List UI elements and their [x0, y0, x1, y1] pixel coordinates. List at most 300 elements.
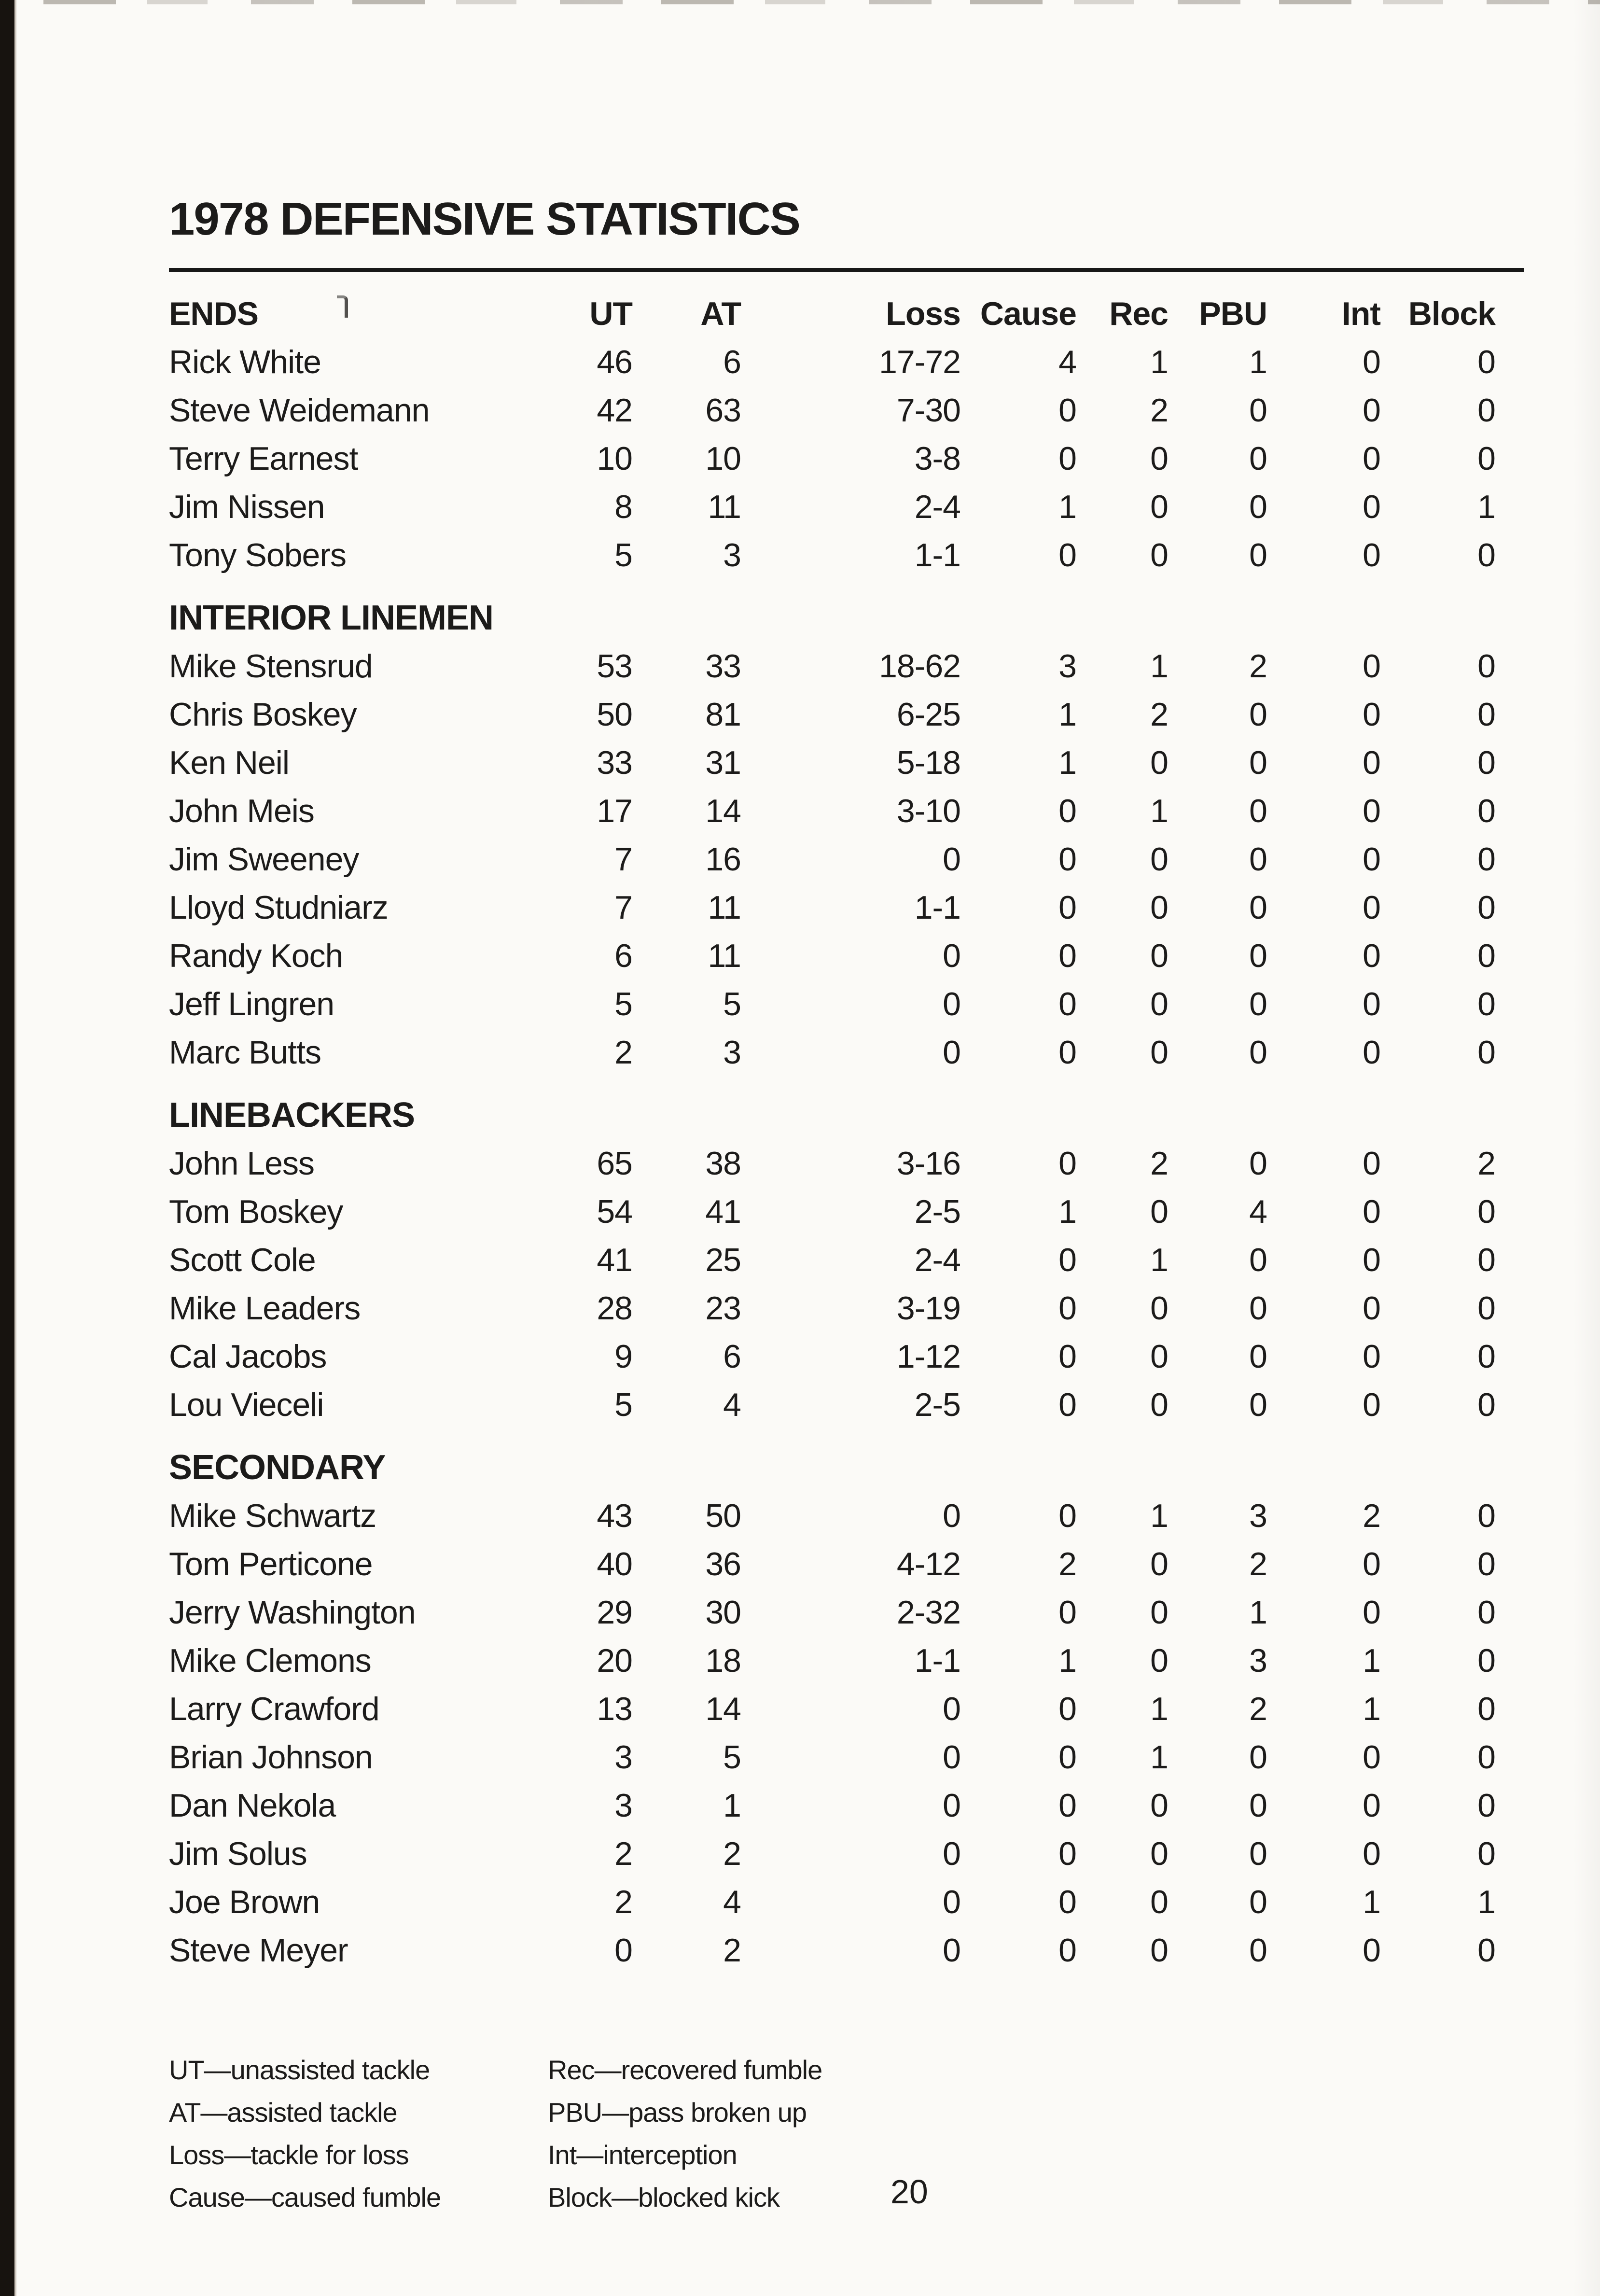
stat-cell: 0 [1477, 648, 1495, 685]
stat-cell: 2-5 [914, 1193, 960, 1230]
stat-cell: 17-72 [879, 344, 960, 380]
player-row [169, 1139, 1495, 1188]
stat-cell: 0 [1249, 537, 1267, 574]
stat-cell: 0 [1477, 1193, 1495, 1230]
stat-cell: 1 [1477, 1884, 1495, 1920]
stat-cell: 0 [1150, 889, 1168, 926]
player-row [169, 531, 1495, 579]
stat-cell: 0 [1249, 889, 1267, 926]
stat-cell: 0 [1477, 938, 1495, 974]
stat-cell: 0 [1477, 841, 1495, 878]
stat-cell: 17 [597, 793, 632, 829]
stat-cell: 20 [597, 1642, 632, 1679]
stat-cell: 0 [1150, 489, 1168, 525]
stat-cell: 1 [1363, 1691, 1380, 1727]
stat-cell: 1-1 [914, 889, 960, 926]
stat-cell: 0 [1363, 841, 1380, 878]
legend [169, 2049, 822, 2219]
stat-cell: 30 [705, 1594, 741, 1631]
stat-cell: 0 [1363, 537, 1380, 574]
stat-cell: 4 [723, 1386, 741, 1423]
stat-cell: 0 [1363, 440, 1380, 477]
stat-cell: 0 [943, 1932, 960, 1969]
stat-cell: 33 [705, 648, 741, 685]
stat-cell: 16 [705, 841, 741, 878]
stat-cell: 0 [614, 1932, 632, 1969]
legend-item: UT—unassisted tackle [169, 2055, 430, 2085]
stat-cell: 0 [1249, 1787, 1267, 1824]
player-row [169, 1781, 1495, 1830]
stat-cell: 0 [1058, 1145, 1076, 1182]
stat-cell: 0 [1363, 1386, 1380, 1423]
player-row [169, 483, 1495, 531]
stat-cell: 0 [1249, 938, 1267, 974]
stat-cell: 0 [1058, 1739, 1076, 1776]
player-name: Jim Sweeney [169, 841, 359, 878]
stat-cell: 2 [723, 1835, 741, 1872]
stat-cell: 0 [1150, 1642, 1168, 1679]
horizontal-rule [169, 268, 1524, 272]
stat-cell: 0 [1249, 1884, 1267, 1920]
column-header: UT [589, 295, 632, 332]
stat-cell: 54 [597, 1193, 632, 1230]
stat-cell: 0 [1363, 889, 1380, 926]
stat-cell: 0 [1249, 1242, 1267, 1278]
stat-cell: 0 [1363, 744, 1380, 781]
stat-cell: 2 [1249, 1691, 1267, 1727]
stat-cell: 2 [1249, 1546, 1267, 1582]
stat-cell: 0 [1477, 1787, 1495, 1824]
stat-cell: 0 [1363, 1594, 1380, 1631]
player-name: Mike Clemons [169, 1642, 371, 1679]
stat-cell: 1 [1363, 1642, 1380, 1679]
stat-cell: 2 [1058, 1546, 1076, 1582]
stat-cell: 2 [1249, 648, 1267, 685]
stat-cell: 0 [1363, 1193, 1380, 1230]
stat-cell: 81 [705, 696, 741, 733]
legend-item: Loss—tackle for loss [169, 2140, 409, 2170]
stat-cell: 0 [943, 1691, 960, 1727]
player-name: Jeff Lingren [169, 986, 334, 1022]
stat-cell: 1 [1058, 1193, 1076, 1230]
stat-cell: 3 [1058, 648, 1076, 685]
player-row [169, 1878, 1495, 1926]
stat-cell: 6 [723, 344, 741, 380]
stat-cell: 0 [1058, 1787, 1076, 1824]
stat-cell: 65 [597, 1145, 632, 1182]
stat-cell: 23 [705, 1290, 741, 1327]
player-name: Marc Butts [169, 1034, 321, 1071]
player-row [169, 338, 1495, 386]
stat-cell: 0 [1058, 1835, 1076, 1872]
stat-cell: 5 [614, 537, 632, 574]
scan-right-shade [1573, 0, 1600, 2296]
stat-cell: 0 [1150, 1546, 1168, 1582]
stat-cell: 0 [1249, 744, 1267, 781]
scan-top-artifact [43, 0, 1600, 4]
stat-cell: 2-5 [914, 1386, 960, 1423]
stat-cell: 1 [1058, 1642, 1076, 1679]
stat-cell: 63 [705, 392, 741, 429]
stat-cell: 0 [1058, 793, 1076, 829]
stat-cell: 7-30 [896, 392, 960, 429]
stat-cell: 0 [943, 1739, 960, 1776]
legend-item: Cause—caused fumble [169, 2182, 441, 2212]
stat-cell: 0 [1249, 841, 1267, 878]
player-row [169, 1284, 1495, 1332]
stat-cell: 0 [1477, 344, 1495, 380]
stat-cell: 0 [943, 1835, 960, 1872]
stat-cell: 0 [1150, 744, 1168, 781]
player-row [169, 1028, 1495, 1077]
stat-cell: 0 [1363, 793, 1380, 829]
player-row [169, 1188, 1495, 1236]
legend-item: Block—blocked kick [548, 2182, 779, 2212]
stat-cell: 1-12 [896, 1338, 960, 1375]
stat-cell: 4 [723, 1884, 741, 1920]
scan-edge-strip [0, 0, 16, 2296]
player-name: Steve Weidemann [169, 392, 430, 429]
stat-cell: 0 [1249, 440, 1267, 477]
player-name: Cal Jacobs [169, 1338, 327, 1375]
stat-cell: 18-62 [879, 648, 960, 685]
stat-cell: 33 [597, 744, 632, 781]
stat-cell: 1 [1150, 1498, 1168, 1534]
stat-cell: 0 [1150, 986, 1168, 1022]
stat-cell: 3-10 [896, 793, 960, 829]
stat-cell: 7 [614, 889, 632, 926]
player-row [169, 690, 1495, 739]
stat-cell: 18 [705, 1642, 741, 1679]
page-number: 20 [890, 2173, 928, 2211]
player-row [169, 1685, 1495, 1733]
player-row [169, 787, 1495, 835]
player-name: Lloyd Studniarz [169, 889, 388, 926]
player-name: Jim Solus [169, 1835, 307, 1872]
stat-cell: 6-25 [896, 696, 960, 733]
player-name: John Less [169, 1145, 314, 1182]
stat-cell: 4 [1058, 344, 1076, 380]
stat-cell: 0 [1363, 938, 1380, 974]
stat-cell: 0 [1150, 1594, 1168, 1631]
stat-cell: 11 [708, 889, 741, 926]
player-name: Lou Vieceli [169, 1386, 324, 1423]
stat-cell: 0 [1477, 889, 1495, 926]
stat-cell: 14 [705, 793, 741, 829]
stat-cell: 2 [614, 1884, 632, 1920]
player-name: Mike Schwartz [169, 1498, 376, 1534]
player-row [169, 1492, 1495, 1540]
stat-cell: 0 [943, 986, 960, 1022]
stat-cell: 0 [1058, 1386, 1076, 1423]
player-name: Jerry Washington [169, 1594, 416, 1631]
stat-cell: 1-1 [914, 1642, 960, 1679]
stat-cell: 0 [1363, 986, 1380, 1022]
stat-cell: 0 [943, 1034, 960, 1071]
stat-cell: 2 [1477, 1145, 1495, 1182]
stat-cell: 0 [1477, 1932, 1495, 1969]
stat-cell: 2 [723, 1932, 741, 1969]
stat-cell: 0 [1477, 1546, 1495, 1582]
stat-cell: 0 [1363, 1787, 1380, 1824]
player-name: Steve Meyer [169, 1932, 348, 1969]
stat-cell: 0 [1058, 440, 1076, 477]
stat-cell: 0 [1058, 889, 1076, 926]
stat-cell: 4-12 [896, 1546, 960, 1582]
stat-cell: 0 [1249, 986, 1267, 1022]
stat-cell: 7 [614, 841, 632, 878]
stat-cell: 0 [1058, 1594, 1076, 1631]
stat-cell: 0 [1363, 696, 1380, 733]
stat-cell: 0 [943, 938, 960, 974]
stat-cell: 3-19 [896, 1290, 960, 1327]
stat-cell: 5-18 [896, 744, 960, 781]
column-header: PBU [1199, 295, 1267, 332]
stat-cell: 38 [705, 1145, 741, 1182]
stat-cell: 1-1 [914, 537, 960, 574]
stat-cell: 0 [1477, 744, 1495, 781]
stat-cell: 0 [1477, 986, 1495, 1022]
stat-cell: 11 [708, 938, 741, 974]
player-row [169, 1332, 1495, 1381]
stat-cell: 0 [1477, 1034, 1495, 1071]
stat-cell: 8 [614, 489, 632, 525]
stat-cell: 3-16 [896, 1145, 960, 1182]
legend-item: Int—interception [548, 2140, 737, 2170]
stat-cell: 0 [1150, 1932, 1168, 1969]
player-name: Tom Boskey [169, 1193, 343, 1230]
stat-cell: 40 [597, 1546, 632, 1582]
stat-cell: 0 [1058, 1932, 1076, 1969]
stat-cell: 3 [723, 1034, 741, 1071]
stat-cell: 0 [1477, 392, 1495, 429]
page-title: 1978 DEFENSIVE STATISTICS [169, 193, 800, 245]
stat-cell: 0 [1477, 696, 1495, 733]
player-row [169, 883, 1495, 932]
stat-cell: 2-4 [914, 1242, 960, 1278]
stat-cell: 0 [1058, 841, 1076, 878]
stat-cell: 2 [1363, 1498, 1380, 1534]
stat-cell: 0 [1477, 537, 1495, 574]
stat-cell: 6 [614, 938, 632, 974]
stat-cell: 0 [1249, 489, 1267, 525]
section-label: LINEBACKERS [169, 1096, 415, 1134]
stat-cell: 0 [1249, 1739, 1267, 1776]
stat-cell: 0 [943, 841, 960, 878]
stat-cell: 0 [1363, 1739, 1380, 1776]
stat-cell: 0 [1249, 392, 1267, 429]
stat-cell: 1 [1150, 1242, 1168, 1278]
section-label: ENDS [169, 295, 258, 332]
stat-cell: 1 [1150, 793, 1168, 829]
stat-cell: 1 [1150, 344, 1168, 380]
stat-cell: 50 [597, 696, 632, 733]
stat-cell: 6 [723, 1338, 741, 1375]
player-row [169, 932, 1495, 980]
stat-cell: 1 [1150, 1739, 1168, 1776]
stat-cell: 0 [1058, 392, 1076, 429]
stat-cell: 41 [705, 1193, 741, 1230]
stat-cell: 1 [1058, 696, 1076, 733]
stat-cell: 10 [597, 440, 632, 477]
player-row [169, 980, 1495, 1028]
stat-cell: 13 [597, 1691, 632, 1727]
stat-cell: 31 [705, 744, 741, 781]
player-name: Larry Crawford [169, 1691, 379, 1727]
stat-cell: 0 [1363, 1932, 1380, 1969]
player-name: Rick White [169, 344, 321, 380]
stat-cell: 46 [597, 344, 632, 380]
stat-cell: 0 [1363, 489, 1380, 525]
player-row [169, 1733, 1495, 1781]
stat-cell: 50 [705, 1498, 741, 1534]
stat-cell: 1 [1058, 744, 1076, 781]
stat-cell: 41 [597, 1242, 632, 1278]
player-name: John Meis [169, 793, 314, 829]
stat-cell: 0 [1150, 1386, 1168, 1423]
stat-cell: 2 [1150, 696, 1168, 733]
stat-cell: 0 [1150, 537, 1168, 574]
stat-cell: 0 [1249, 696, 1267, 733]
stat-cell: 0 [1058, 1691, 1076, 1727]
player-name: Jim Nissen [169, 489, 325, 525]
stat-cell: 0 [1150, 1290, 1168, 1327]
stat-cell: 5 [614, 986, 632, 1022]
stat-cell: 0 [1058, 1242, 1076, 1278]
stat-cell: 0 [1363, 392, 1380, 429]
player-row [169, 835, 1495, 883]
player-row [169, 1830, 1495, 1878]
column-header: AT [700, 295, 741, 332]
stat-cell: 1 [1477, 489, 1495, 525]
stat-cell: 0 [1477, 1498, 1495, 1534]
stat-cell: 36 [705, 1546, 741, 1582]
stat-cell: 0 [1477, 1691, 1495, 1727]
player-name: Mike Stensrud [169, 648, 373, 685]
stat-cell: 0 [1249, 1386, 1267, 1423]
column-header-row [169, 290, 1495, 338]
stat-cell: 0 [1477, 1338, 1495, 1375]
stat-cell: 2 [1150, 1145, 1168, 1182]
stat-cell: 0 [1249, 793, 1267, 829]
stats-table [169, 290, 1495, 1974]
player-name: Terry Earnest [169, 440, 358, 477]
column-header: Cause [980, 295, 1076, 332]
stat-cell: 0 [1058, 986, 1076, 1022]
stat-cell: 2 [1150, 392, 1168, 429]
stat-cell: 1 [1249, 1594, 1267, 1631]
stat-cell: 25 [705, 1242, 741, 1278]
stat-cell: 2-4 [914, 489, 960, 525]
player-row [169, 434, 1495, 483]
stat-cell: 3 [1249, 1642, 1267, 1679]
stat-cell: 5 [723, 986, 741, 1022]
stat-cell: 0 [1363, 1242, 1380, 1278]
stat-cell: 0 [1058, 938, 1076, 974]
stat-cell: 3 [614, 1787, 632, 1824]
legend-item: AT—assisted tackle [169, 2097, 397, 2128]
player-row [169, 1588, 1495, 1637]
stat-cell: 9 [614, 1338, 632, 1375]
stat-cell: 0 [1150, 1034, 1168, 1071]
stat-cell: 10 [705, 440, 741, 477]
player-name: Scott Cole [169, 1242, 316, 1278]
player-row [169, 1381, 1495, 1429]
player-name: Tony Sobers [169, 537, 346, 574]
stat-cell: 3 [1249, 1498, 1267, 1534]
stat-cell: 53 [597, 648, 632, 685]
stat-cell: 0 [943, 1884, 960, 1920]
stat-cell: 1 [1150, 648, 1168, 685]
stat-cell: 0 [1477, 1594, 1495, 1631]
stat-cell: 0 [1363, 1290, 1380, 1327]
column-header: Int [1341, 295, 1380, 332]
stat-cell: 0 [1058, 1338, 1076, 1375]
player-name: Tom Perticone [169, 1546, 373, 1582]
stat-cell: 0 [1477, 1242, 1495, 1278]
player-row [169, 739, 1495, 787]
stat-cell: 0 [1249, 1932, 1267, 1969]
section-label: SECONDARY [169, 1448, 386, 1487]
stat-cell: 0 [1058, 1034, 1076, 1071]
player-name: Brian Johnson [169, 1739, 373, 1776]
stat-cell: 3 [614, 1739, 632, 1776]
stat-cell: 0 [1363, 648, 1380, 685]
stat-cell: 0 [1477, 440, 1495, 477]
stat-cell: 1 [1058, 489, 1076, 525]
section-label: INTERIOR LINEMEN [169, 599, 494, 637]
stat-cell: 0 [1150, 1884, 1168, 1920]
stat-cell: 0 [1058, 537, 1076, 574]
legend-item: Rec—recovered fumble [548, 2055, 822, 2085]
column-header: Block [1408, 295, 1495, 332]
stat-cell: 5 [723, 1739, 741, 1776]
stat-cell: 29 [597, 1594, 632, 1631]
column-header: Loss [886, 295, 960, 332]
player-name: Joe Brown [169, 1884, 320, 1920]
player-name: Dan Nekola [169, 1787, 336, 1824]
stat-cell: 0 [1150, 1193, 1168, 1230]
stat-cell: 0 [1363, 1835, 1380, 1872]
stat-cell: 0 [1150, 440, 1168, 477]
stat-cell: 2 [614, 1034, 632, 1071]
stat-cell: 0 [943, 1787, 960, 1824]
stat-cell: 5 [614, 1386, 632, 1423]
stat-cell: 0 [1150, 938, 1168, 974]
stat-cell: 43 [597, 1498, 632, 1534]
stat-cell: 0 [1363, 344, 1380, 380]
column-header: Rec [1109, 295, 1168, 332]
stat-cell: 42 [597, 392, 632, 429]
stat-cell: 0 [943, 1498, 960, 1534]
stat-cell: 0 [1058, 1290, 1076, 1327]
stat-cell: 0 [1363, 1338, 1380, 1375]
stat-cell: 0 [1249, 1145, 1267, 1182]
stat-cell: 1 [723, 1787, 741, 1824]
stat-cell: 0 [1477, 793, 1495, 829]
player-row [169, 386, 1495, 434]
stat-cell: 11 [708, 489, 741, 525]
stat-cell: 1 [1150, 1691, 1168, 1727]
stat-cell: 4 [1249, 1193, 1267, 1230]
stat-cell: 0 [1249, 1338, 1267, 1375]
player-name: Mike Leaders [169, 1290, 361, 1327]
stat-cell: 0 [1150, 841, 1168, 878]
player-name: Chris Boskey [169, 696, 357, 733]
player-name: Ken Neil [169, 744, 290, 781]
stat-cell: 0 [1150, 1338, 1168, 1375]
player-row [169, 642, 1495, 690]
